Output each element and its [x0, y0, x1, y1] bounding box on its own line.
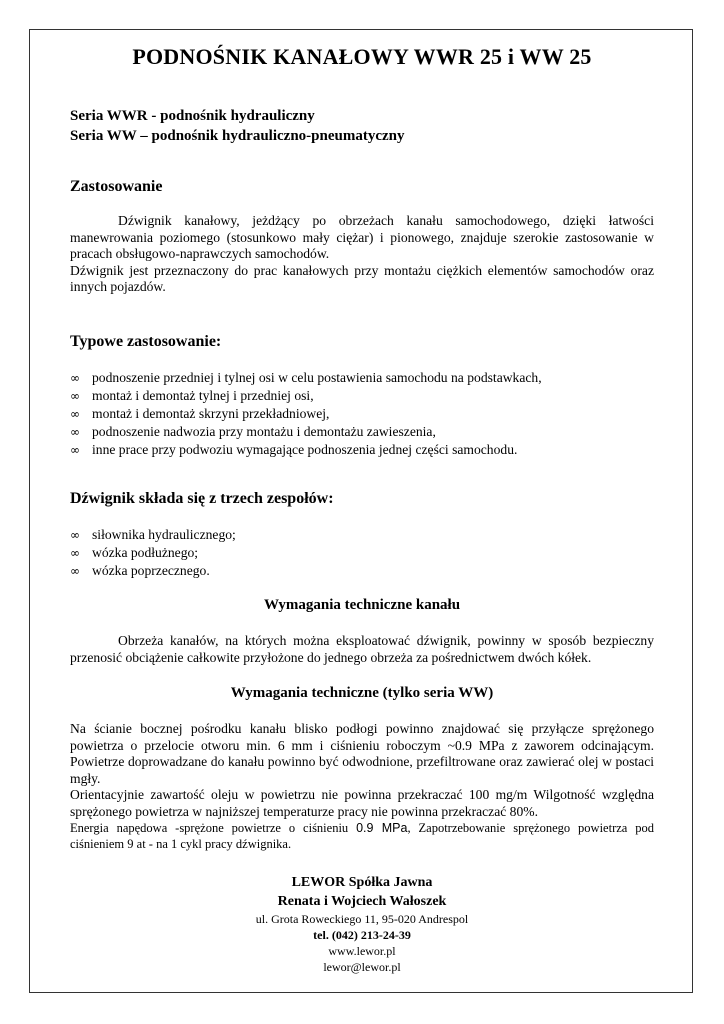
company-name: LEWOR Spółka Jawna [291, 875, 433, 890]
infinity-bullet-icon: ∞ [70, 443, 80, 457]
ww-paragraph-2: Orientacyjnie zawartość oleju w powietrzu nie powinna przekraczać 100 mg/m Wilgotność względna sprężonego powietrza w najniższej temperaturze pracy nie powinna przekraczać 80%. [70, 787, 654, 819]
typical-list [70, 369, 542, 459]
pressure-value: 0.9 MPa [356, 821, 408, 835]
company-phone: tel. (042) 213-24-39 [313, 928, 411, 942]
infinity-bullet-icon: ∞ [70, 546, 80, 560]
components-heading: Dźwignik składa się z trzech zespołów: [70, 490, 334, 507]
series-block [70, 106, 405, 146]
list-item: ∞ montaż i demontaż skrzyni przekładniowej, [70, 406, 330, 421]
infinity-bullet-icon: ∞ [70, 564, 80, 578]
list-item: ∞ inne prace przy podwoziu wymagające podnoszenia jednej części samochodu. [70, 442, 518, 457]
application-paragraph-2: Dźwignik jest przeznaczony do prac kanałowych przy montażu ciężkich elementów samochodów oraz innych pojazdów. [70, 262, 654, 294]
channel-requirements-heading: Wymagania techniczne kanału [263, 597, 461, 613]
ww-paragraph-1: Na ścianie bocznej pośrodku kanału blisko podłogi powinno znajdować się przyłącze sprężonego powietrza o przelocie otworu min. 6 mm i ciśnieniu roboczym ~0.9 MPa z zaworem odcinającym. Powietrze doprowadzane do kanału powinno być odwodnione, przefiltrowane oraz zawierać olej w postaci mgły. [70, 721, 654, 786]
series-ww: Seria WW – podnośnik hydrauliczno-pneumatyczny [70, 128, 405, 144]
infinity-bullet-icon: ∞ [70, 425, 80, 439]
ww-energy-line: Energia napędowa -sprężone powietrze o ciśnieniu 0.9 MPa, Zapotrzebowanie sprężonego powietrza pod ciśnieniem 9 at - na 1 cykl pracy dźwignika. [70, 821, 654, 851]
company-email[interactable]: lewor@lewor.pl [323, 960, 401, 974]
list-item: ∞ wózka poprzecznego. [70, 563, 210, 578]
infinity-bullet-icon: ∞ [70, 407, 80, 421]
typical-heading: Typowe zastosowanie: [70, 333, 222, 350]
company-website[interactable]: www.lewor.pl [328, 944, 396, 958]
application-paragraph-1: Dźwignik kanałowy, jeżdżący po obrzeżach kanału samochodowego, dzięki łatwości manewrowania poziomego (stosunkowo mały ciężar) i pionowego, znajduje szerokie zastosowanie w pracach obsługowo-naprawczych samochodów. [70, 213, 654, 261]
application-heading: Zastosowanie [70, 178, 163, 195]
components-list [70, 526, 236, 580]
series-wwr: Seria WWR - podnośnik hydrauliczny [70, 108, 315, 124]
list-item: ∞ podnoszenie przedniej i tylnej osi w celu postawienia samochodu na podstawkach, [70, 370, 542, 385]
ww-requirements-heading: Wymagania techniczne (tylko seria WW) [230, 685, 494, 701]
channel-requirements-text: Obrzeża kanałów, na których można eksploatować dźwignik, powinny w sposób bezpieczny przenosić obciążenie całkowite przyłożone do jednego obrzeża za pośrednictwem dwóch kółek. [70, 633, 654, 665]
list-item: ∞ siłownika hydraulicznego; [70, 527, 236, 542]
infinity-bullet-icon: ∞ [70, 371, 80, 385]
company-owners: Renata i Wojciech Wałoszek [277, 894, 447, 909]
list-item: ∞ podnoszenie nadwozia przy montażu i demontażu zawieszenia, [70, 424, 436, 439]
list-item: ∞ wózka podłużnego; [70, 545, 199, 560]
infinity-bullet-icon: ∞ [70, 528, 80, 542]
page-title: PODNOŚNIK KANAŁOWY WWR 25 i WW 25 [132, 44, 592, 69]
ww-requirements-text [70, 721, 654, 852]
company-footer [0, 873, 724, 975]
list-item: ∞ montaż i demontaż tylnej i przedniej osi, [70, 388, 314, 403]
infinity-bullet-icon: ∞ [70, 389, 80, 403]
application-text [70, 213, 654, 296]
company-address: ul. Grota Roweckiego 11, 95-020 Andrespol [255, 912, 469, 926]
